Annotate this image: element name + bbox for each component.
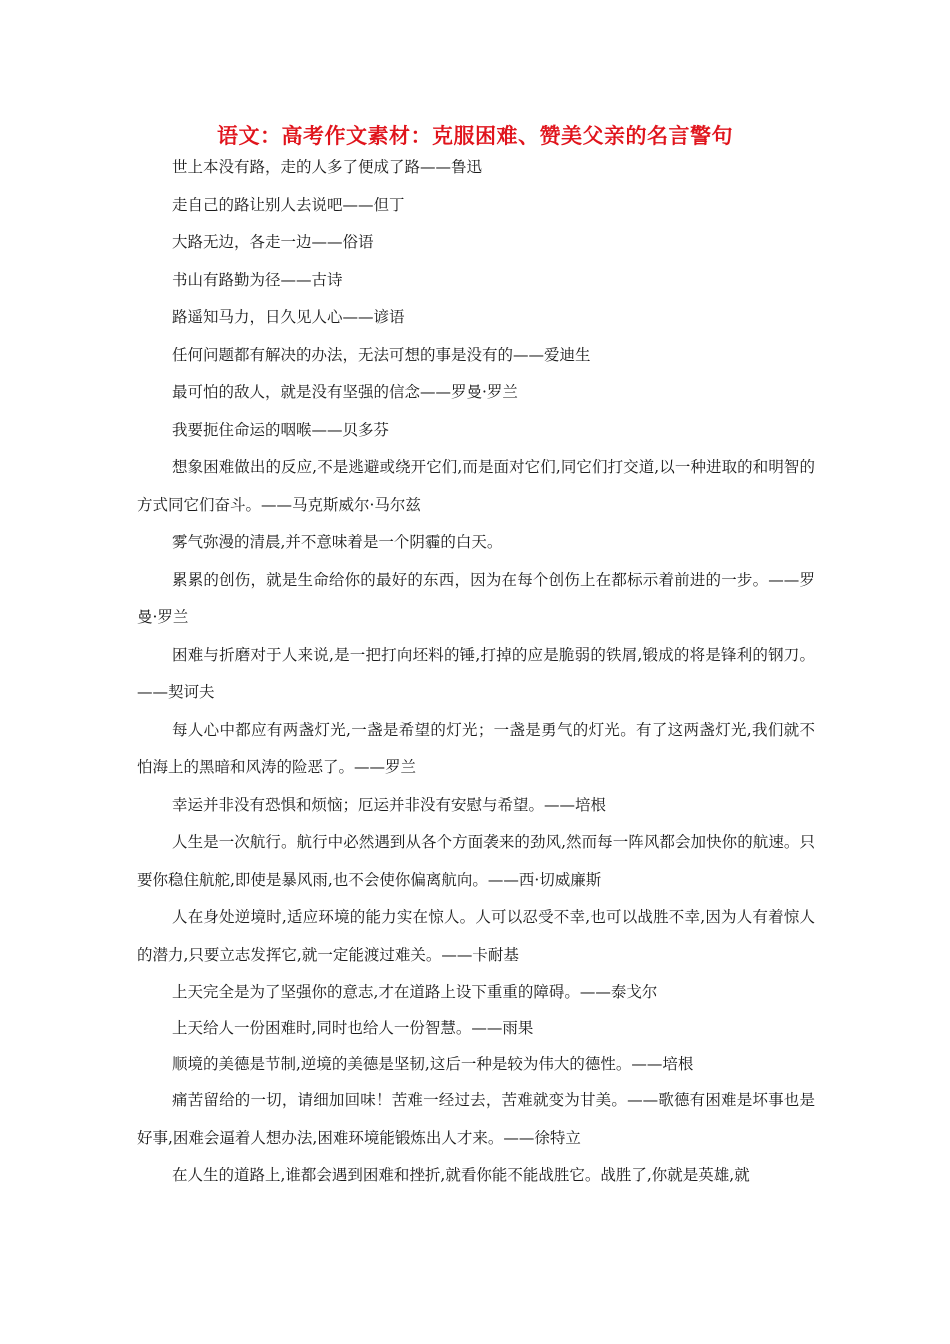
paragraph-10: 雾气弥漫的清晨,并不意味着是一个阴霾的白天。 xyxy=(172,533,503,551)
paragraph-21: 在人生的道路上,谁都会遇到困难和挫折,就看你能不能战胜它。战胜了,你就是英雄,就 xyxy=(172,1166,750,1184)
paragraph-11: 累累的创伤，就是生命给你的最好的东西，因为在每个创伤上在都标示着前进的一步。——罗曼·罗兰 xyxy=(137,570,815,626)
paragraph-14: 幸运并非没有恐惧和烦恼；厄运并非没有安慰与希望。——培根 xyxy=(172,795,607,814)
paragraph-12: 困难与折磨对于人来说,是一把打向坯料的锤,打掉的应是脆弱的铁屑,锻成的将是锋利的钢刀。——契诃夫 xyxy=(137,645,815,701)
paragraph-6: 任何问题都有解决的办法，无法可想的事是没有的——爱迪生 xyxy=(172,345,591,364)
document-body xyxy=(137,149,815,1195)
paragraph-13: 每人心中都应有两盏灯光,一盏是希望的灯光；一盏是勇气的灯光。有了这两盏灯光,我们就不怕海上的黑暗和风涛的险恶了。——罗兰 xyxy=(137,720,815,776)
paragraph-8: 我要扼住命运的咽喉——贝多芬 xyxy=(172,420,390,439)
paragraph-9: 想象困难做出的反应,不是逃避或绕开它们,而是面对它们,同它们打交道,以一种进取的和明智的方式同它们奋斗。——马克斯威尔·马尔兹 xyxy=(137,458,815,514)
document-title: 语文：高考作文素材：克服困难、赞美父亲的名言警句 xyxy=(217,123,733,148)
paragraph-4: 书山有路勤为径——古诗 xyxy=(172,270,343,289)
paragraph-2: 走自己的路让别人去说吧——但丁 xyxy=(172,195,405,214)
paragraph-15: 人生是一次航行。航行中必然遇到从各个方面袭来的劲风,然而每一阵风都会加快你的航速。只要你稳住航舵,即使是暴风雨,也不会使你偏离航向。——西·切威廉斯 xyxy=(137,833,815,889)
paragraph-3: 大路无边，各走一边——俗语 xyxy=(172,233,374,251)
paragraph-17: 上天完全是为了坚强你的意志,才在道路上设下重重的障碍。——泰戈尔 xyxy=(172,983,658,1001)
paragraph-7: 最可怕的敌人，就是没有坚强的信念——罗曼·罗兰 xyxy=(172,383,518,401)
paragraph-16: 人在身处逆境时,适应环境的能力实在惊人。人可以忍受不幸,也可以战胜不幸,因为人有着惊人的潜力,只要立志发挥它,就一定能渡过难关。——卡耐基 xyxy=(137,908,815,964)
paragraph-5: 路遥知马力，日久见人心——谚语 xyxy=(172,308,405,326)
paragraph-20: 痛苦留给的一切，请细加回味！苦难一经过去，苦难就变为甘美。——歌德有困难是坏事也是好事,困难会逼着人想办法,困难环境能锻炼出人才来。——徐特立 xyxy=(137,1091,815,1147)
paragraph-19: 顺境的美德是节制,逆境的美德是坚韧,这后一种是较为伟大的德性。——培根 xyxy=(172,1055,694,1073)
paragraph-18: 上天给人一份困难时,同时也给人一份智慧。——雨果 xyxy=(172,1019,534,1037)
paragraph-1: 世上本没有路，走的人多了便成了路——鲁迅 xyxy=(172,158,483,176)
